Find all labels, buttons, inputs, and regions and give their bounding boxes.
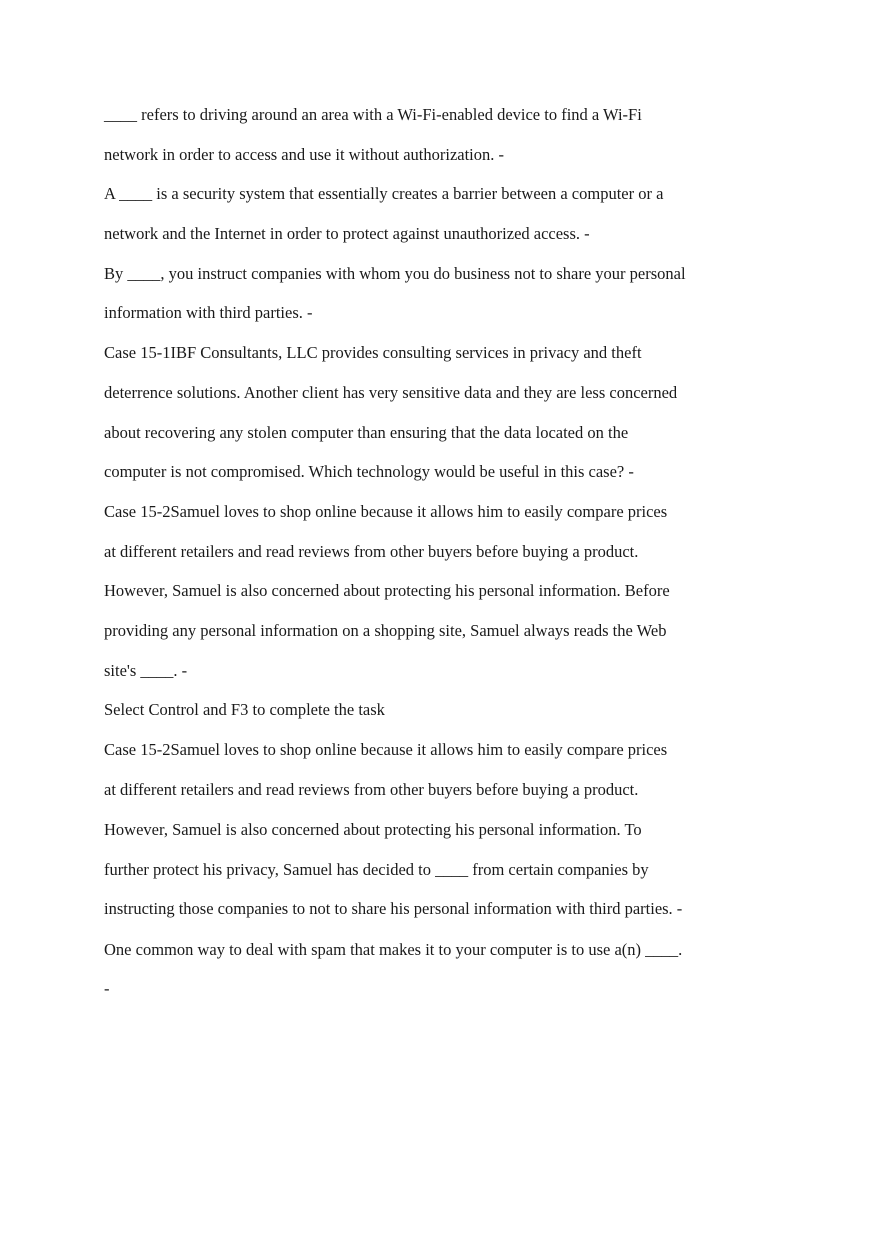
text-line: Case 15-2Samuel loves to shop online because it allows him to easily compare prices <box>104 740 668 759</box>
text-line: However, Samuel is also concerned about protecting his personal information. To <box>104 820 642 839</box>
text-line: at different retailers and read reviews from other buyers before buying a product. <box>104 780 639 799</box>
text-line: about recovering any stolen computer than ensuring that the data located on the <box>104 423 629 442</box>
text-line: ____ refers to driving around an area with a Wi-Fi-enabled device to find a Wi-Fi <box>104 105 642 124</box>
text-line: at different retailers and read reviews from other buyers before buying a product. <box>104 542 639 561</box>
text-line: further protect his privacy, Samuel has decided to ____ from certain companies by <box>104 860 649 879</box>
text-line: - <box>104 979 110 998</box>
text-line: network and the Internet in order to protect against unauthorized access. - <box>104 224 590 243</box>
text-line: deterrence solutions. Another client has very sensitive data and they are less concerned <box>104 383 678 402</box>
text-line: Case 15-2Samuel loves to shop online because it allows him to easily compare prices <box>104 502 668 521</box>
text-line: By ____, you instruct companies with whom you do business not to share your personal <box>104 264 686 283</box>
text-line: network in order to access and use it without authorization. - <box>104 145 505 164</box>
text-line: providing any personal information on a shopping site, Samuel always reads the Web <box>104 621 667 640</box>
text-line: However, Samuel is also concerned about protecting his personal information. Before <box>104 581 670 600</box>
text-line: computer is not compromised. Which technology would be useful in this case? - <box>104 462 634 481</box>
text-line: Case 15-1IBF Consultants, LLC provides consulting services in privacy and theft <box>104 343 642 362</box>
text-line: A ____ is a security system that essentially creates a barrier between a computer or a <box>104 184 664 203</box>
text-line: information with third parties. - <box>104 303 313 322</box>
text-line: One common way to deal with spam that makes it to your computer is to use a(n) ____. <box>104 940 683 959</box>
text-line: instructing those companies to not to share his personal information with third parties. - <box>104 899 683 918</box>
text-line: Select Control and F3 to complete the task <box>104 700 385 719</box>
text-line: site's ____. - <box>104 661 188 680</box>
